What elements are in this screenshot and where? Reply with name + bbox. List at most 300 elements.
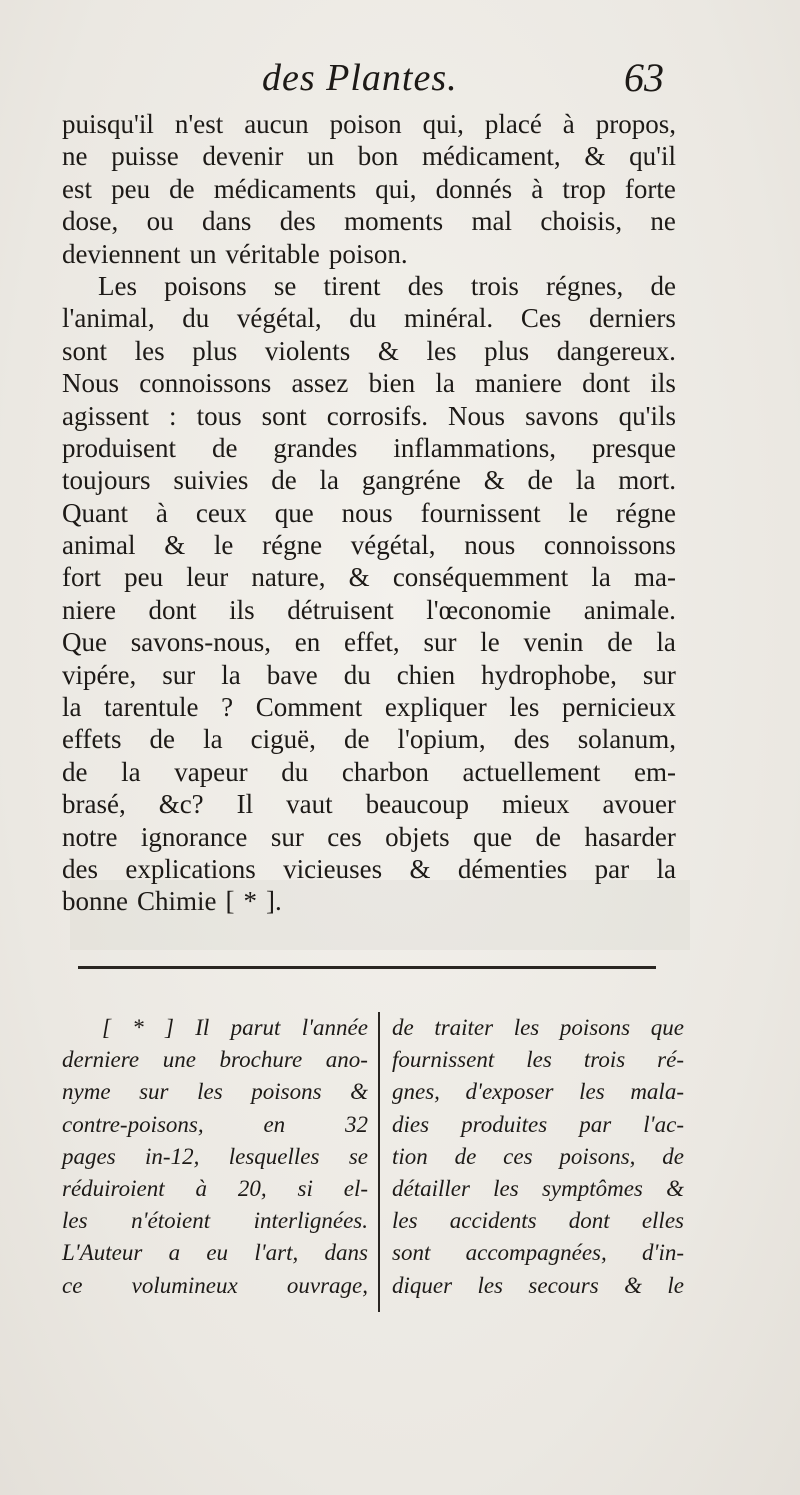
word: eu [206, 1240, 229, 1266]
word: Les [98, 270, 137, 301]
word: la [203, 724, 223, 755]
word: deviennent [62, 238, 181, 269]
footnote-line [62, 1076, 368, 1108]
word: expliquer [384, 692, 487, 723]
word: du [281, 756, 309, 787]
word: détailler [392, 1175, 470, 1201]
word: accompagnées, [465, 1240, 607, 1266]
word: de [535, 821, 562, 852]
word: niere [62, 594, 116, 625]
word: explications [125, 853, 256, 884]
word: : [169, 400, 177, 431]
footnote-line [392, 1237, 684, 1269]
text-line [62, 497, 676, 529]
footnote-line [62, 1109, 368, 1141]
word: médicament, [421, 141, 561, 172]
word: elles [641, 1208, 684, 1234]
word: aucun [244, 109, 309, 139]
word: la [575, 465, 596, 496]
word: la [121, 756, 141, 787]
word: la [319, 465, 340, 496]
text-line [62, 659, 676, 691]
text-line [62, 173, 676, 205]
word: médicaments [213, 173, 357, 204]
word: une [162, 1047, 196, 1073]
word: des [513, 724, 550, 755]
word: ma- [634, 562, 676, 593]
word: avouer [602, 789, 676, 820]
word: en [263, 1111, 286, 1137]
word: n'est [174, 109, 224, 139]
word: contre-poisons, [62, 1111, 204, 1137]
word: gnes, [392, 1079, 440, 1105]
word: de [62, 756, 88, 787]
word: mal [471, 206, 512, 237]
word: * [243, 886, 257, 917]
text-line [62, 335, 676, 367]
footnote-line [392, 1012, 684, 1044]
word: connoissons [139, 368, 272, 399]
text-line [62, 270, 676, 302]
word: ces [503, 1143, 533, 1169]
footnote-line [392, 1173, 684, 1205]
word: gangréne [361, 465, 461, 496]
word: la [656, 853, 676, 884]
word: du [343, 659, 371, 690]
word: trop [562, 173, 606, 204]
word: ano- [325, 1047, 368, 1073]
footnote-rule [78, 966, 656, 969]
word: em- [634, 756, 676, 787]
word: forte [624, 173, 676, 204]
word: l'opium, [397, 724, 486, 755]
word: le [568, 497, 589, 528]
word: à [155, 497, 168, 528]
word: les [493, 1175, 519, 1201]
word: dans [201, 206, 252, 237]
word: vipére, [62, 659, 137, 690]
footnote-line [62, 1141, 368, 1173]
text-line [62, 205, 676, 237]
footnote-line [392, 1141, 684, 1173]
word: 20, [237, 1175, 267, 1201]
word: qu'il [629, 141, 676, 172]
word: ils [650, 368, 676, 399]
word: détruisent [287, 594, 394, 625]
word: interlignées. [253, 1208, 368, 1234]
word: conséquemment [392, 562, 569, 593]
column-divider [378, 1012, 380, 1312]
word: notre [62, 821, 118, 852]
word: les [513, 1015, 540, 1040]
footnote-line [62, 1270, 368, 1302]
text-line [62, 691, 676, 723]
word: les [426, 335, 457, 366]
word: mieux [502, 789, 570, 820]
word: n'étoient [131, 1208, 211, 1234]
word: par [579, 1111, 612, 1137]
word: poisons [251, 1079, 322, 1105]
word: fournissent [392, 1047, 495, 1073]
word: que [473, 821, 513, 852]
word: Il [195, 1015, 210, 1040]
text-line [62, 108, 676, 140]
word: la [591, 562, 611, 593]
word: les [579, 1079, 605, 1105]
word: peu [124, 562, 164, 593]
word: végétal, [350, 530, 436, 561]
word: Comment [255, 692, 363, 723]
word: Il [236, 789, 254, 820]
word: L'Auteur [62, 1240, 143, 1266]
word: dangereux. [556, 335, 676, 366]
word: se [348, 1143, 368, 1169]
footnote-line [62, 1205, 368, 1237]
word: trois [470, 270, 519, 301]
word: objets [385, 821, 450, 852]
word: qui, [422, 109, 464, 139]
word: volumineux [131, 1272, 238, 1298]
word: puisse [111, 141, 179, 172]
word: régne [262, 530, 323, 561]
word: dose, [62, 206, 119, 237]
word: symptômes [541, 1175, 643, 1201]
word: grandes [273, 432, 358, 463]
word: Ces [520, 303, 562, 334]
word: plus [192, 335, 238, 366]
word: un [189, 238, 217, 269]
word: animal [62, 530, 136, 561]
word: sur [270, 821, 304, 852]
word: la [221, 659, 241, 690]
word: végétal, [236, 303, 322, 334]
word: Nous [448, 400, 506, 431]
word: & [666, 1175, 684, 1201]
word: démenties [457, 853, 568, 884]
word: a [168, 1240, 181, 1266]
page-number: 63 [624, 55, 664, 100]
text-line [62, 529, 676, 561]
word: pages [62, 1143, 116, 1169]
word: donnés [435, 173, 513, 204]
footnote-line [392, 1205, 684, 1237]
word: charbon [341, 756, 429, 787]
word: sont [261, 400, 307, 431]
word: les [62, 1208, 88, 1234]
word: el- [343, 1175, 368, 1201]
word: [ [225, 886, 235, 917]
word: produites [461, 1111, 548, 1137]
word: d'in- [642, 1240, 684, 1266]
word: à [531, 173, 544, 204]
word: sur [423, 627, 457, 658]
footnote-line [392, 1109, 684, 1141]
word: le [480, 627, 500, 658]
word: derniere [62, 1047, 140, 1073]
word: moments [344, 206, 444, 237]
word: Que [62, 627, 107, 658]
word: sur [139, 1079, 169, 1105]
word: maniere [475, 368, 562, 399]
word: que [274, 497, 314, 528]
word: ou [146, 206, 174, 237]
page-header [0, 56, 800, 112]
word: nyme [62, 1079, 111, 1105]
word: de [149, 724, 176, 755]
word: ils [229, 594, 255, 625]
word: & [409, 853, 431, 884]
text-line [62, 464, 676, 496]
word: venin [523, 627, 584, 658]
word: ouvrage, [286, 1272, 368, 1298]
word: secours [528, 1272, 599, 1298]
word: vapeur [174, 756, 248, 787]
text-line [62, 238, 676, 270]
word: est [62, 173, 92, 204]
word: de [454, 1143, 477, 1169]
word: sur [162, 659, 196, 690]
word: poison [329, 109, 402, 139]
word: sur [642, 659, 676, 690]
running-title: des Plantes. [262, 57, 458, 99]
word: bon [357, 141, 399, 172]
word: leur [186, 562, 229, 593]
word: vaut [286, 789, 333, 820]
word: animale. [583, 594, 676, 625]
word: hydrophobe, [481, 659, 617, 690]
word: ceux [195, 497, 247, 528]
word: poisons, [559, 1143, 636, 1169]
word: trois [583, 1047, 626, 1073]
word: véritable [225, 238, 320, 269]
word: d'exposer [465, 1079, 554, 1105]
word: connoissons [543, 530, 676, 561]
word: nous [341, 497, 393, 528]
footnote-line [62, 1237, 368, 1269]
word: diquer [392, 1272, 453, 1298]
word: tion [392, 1143, 428, 1169]
word: ce [62, 1272, 83, 1298]
word: de [527, 465, 554, 496]
word: ] [165, 1015, 174, 1040]
word: corrosifs. [326, 400, 428, 431]
word: & [164, 530, 186, 561]
footnote-line [392, 1044, 684, 1076]
text-line [62, 885, 676, 917]
word: & [377, 335, 399, 366]
text-line [62, 853, 676, 885]
word: les [509, 692, 540, 723]
word: si [297, 1175, 313, 1201]
text-line [62, 626, 676, 658]
word: inflammations, [393, 432, 557, 463]
word: poisons [164, 270, 247, 301]
word: Quant [62, 497, 128, 528]
word: effets [62, 724, 122, 755]
text-line [62, 788, 676, 820]
word: l'art, [254, 1240, 299, 1266]
footnote-left-column [62, 1012, 368, 1312]
main-text-block [62, 108, 676, 918]
word: le [667, 1272, 684, 1298]
word: chien [396, 659, 456, 690]
word: puisqu'il [62, 109, 154, 139]
word: qui, [375, 173, 417, 204]
word: sont [392, 1240, 431, 1266]
text-line [62, 302, 676, 334]
footnote-line [62, 1012, 368, 1044]
text-line [62, 723, 676, 755]
word: agissent [62, 400, 149, 431]
word: tirent [323, 270, 381, 301]
word: peu [111, 173, 151, 204]
word: par [594, 853, 630, 884]
text-line [62, 432, 676, 464]
word: des [407, 270, 444, 301]
word: régne [615, 497, 676, 528]
word: l'année [301, 1015, 368, 1040]
word: les [477, 1272, 504, 1298]
text-line [62, 756, 676, 788]
word: de [662, 1143, 684, 1169]
word: vicieuses [283, 853, 383, 884]
word: 32 [344, 1111, 368, 1137]
word: les [526, 1047, 552, 1073]
word: à [562, 109, 575, 139]
word: actuellement [462, 756, 601, 787]
word: l'animal, [62, 303, 155, 334]
word: minéral. [403, 303, 494, 334]
word: de [650, 270, 676, 301]
word: savons [525, 400, 599, 431]
word: régnes, [546, 270, 624, 301]
word: solanum, [577, 724, 676, 755]
footnote-line [62, 1044, 368, 1076]
word: de [211, 432, 238, 463]
word: la [656, 627, 676, 658]
word: mala- [630, 1079, 684, 1105]
word: bave [266, 659, 318, 690]
word: à [195, 1175, 208, 1201]
word: assez [291, 368, 349, 399]
word: ne [62, 141, 88, 172]
word: la [62, 692, 82, 723]
word: ces [327, 821, 362, 852]
word: fournissent [420, 497, 541, 528]
word: placé [484, 109, 542, 139]
word: l'ac- [643, 1111, 684, 1137]
word: un [307, 141, 335, 172]
text-line [62, 594, 676, 626]
word: propos, [595, 109, 676, 139]
word: beaucoup [365, 789, 470, 820]
word: &c? [158, 789, 204, 820]
word: pernicieux [561, 692, 676, 723]
word: du [182, 303, 210, 334]
text-line [62, 561, 676, 593]
word: savons-nous, [130, 627, 271, 658]
word: bien [368, 368, 416, 399]
text-line [62, 400, 676, 432]
word: des [279, 206, 316, 237]
word: fort [62, 562, 101, 593]
word: & [624, 1272, 642, 1298]
word: tous [196, 400, 242, 431]
word: traiter [434, 1015, 494, 1040]
text-line [62, 367, 676, 399]
word: que [650, 1015, 684, 1040]
word: l'œconomie [426, 594, 552, 625]
word: les [134, 335, 165, 366]
word: poison. [328, 238, 408, 269]
footnote-line [392, 1076, 684, 1108]
footnote-block [62, 1012, 692, 1312]
footnote-line [392, 1270, 684, 1302]
word: [ [102, 1015, 111, 1040]
word: nous [464, 530, 516, 561]
text-line [62, 140, 676, 172]
footnote-right-column [392, 1012, 684, 1312]
word: derniers [588, 303, 676, 334]
word: in-12, [145, 1143, 200, 1169]
word: en [294, 627, 321, 658]
word: ignorance [140, 821, 248, 852]
word: & [584, 141, 606, 172]
word: dont [568, 1208, 610, 1234]
word: ciguë, [250, 724, 316, 755]
word: plus [484, 335, 530, 366]
word: choisis, [540, 206, 623, 237]
word: & [348, 562, 370, 593]
footnote-line [62, 1173, 368, 1205]
word: se [273, 270, 297, 301]
word: presque [592, 432, 676, 463]
word: dans [324, 1240, 368, 1266]
word: les [392, 1208, 418, 1234]
word: des [62, 853, 98, 884]
word: dies [392, 1111, 430, 1137]
word: le [213, 530, 234, 561]
word: & [350, 1079, 368, 1105]
word: les [197, 1079, 223, 1105]
word: accidents [449, 1208, 537, 1234]
word: la [435, 368, 455, 399]
word: de [392, 1015, 414, 1040]
word: hasarder [584, 821, 676, 852]
word: nature, [251, 562, 326, 593]
word: dont [582, 368, 631, 399]
word: brochure [219, 1047, 303, 1073]
word: parut [230, 1015, 281, 1040]
word: Nous [62, 368, 120, 399]
word: toujours [62, 465, 151, 496]
word: réduiroient [62, 1175, 165, 1201]
word: suivies [173, 465, 249, 496]
word: produisent [62, 432, 176, 463]
word: de [607, 627, 633, 658]
word: du [349, 303, 377, 334]
word: ne [650, 206, 676, 237]
word: ]. [265, 886, 282, 917]
word: qu'ils [618, 400, 676, 431]
word: & [483, 465, 505, 496]
word: de [271, 465, 297, 496]
word: mort. [618, 465, 676, 496]
word: ré- [657, 1047, 684, 1073]
word: de [343, 724, 370, 755]
word: sont [62, 335, 108, 366]
word: * [132, 1015, 144, 1040]
